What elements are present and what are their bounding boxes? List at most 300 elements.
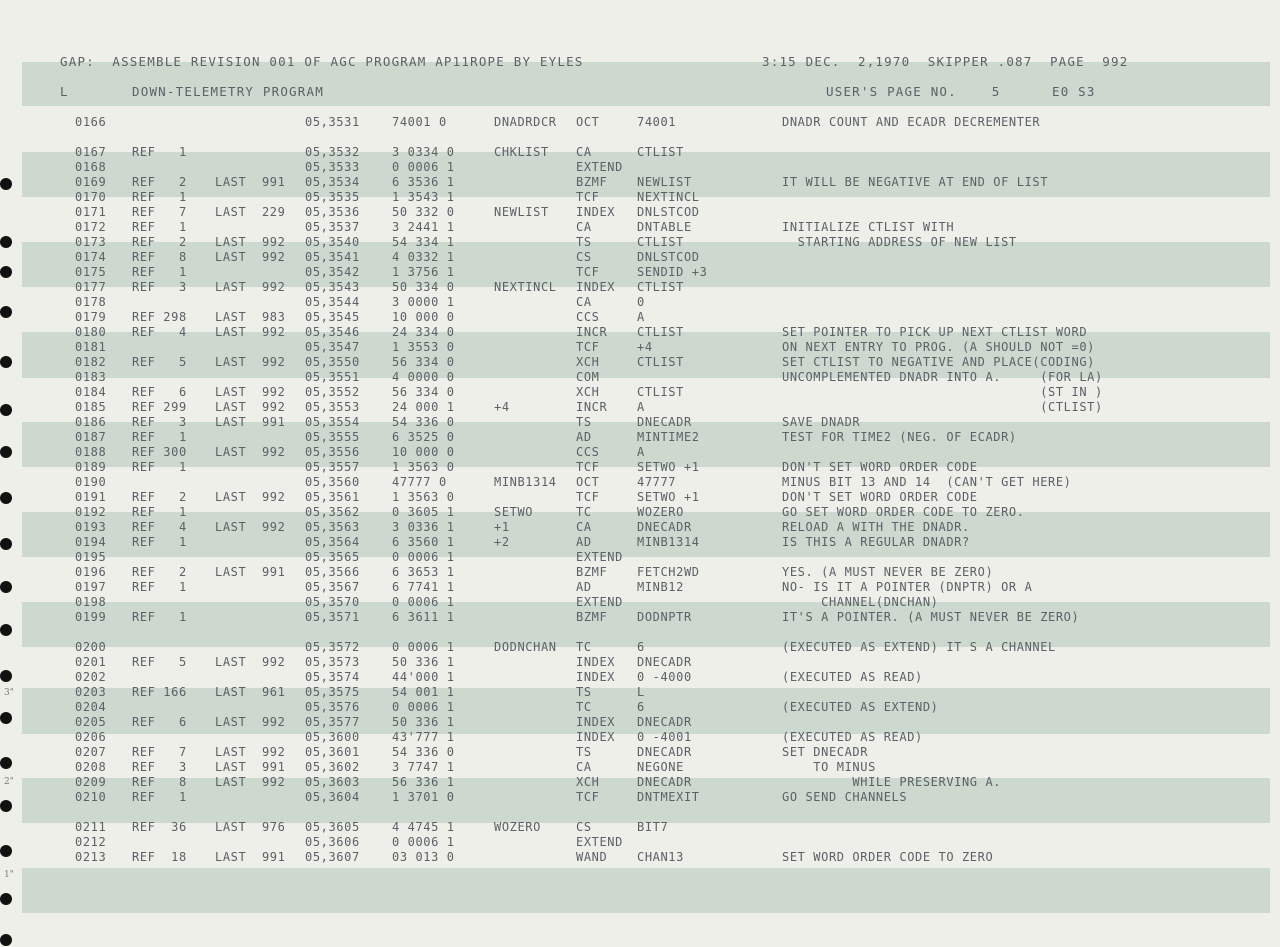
opcode: INCR: [576, 325, 608, 339]
opcode: CA: [576, 220, 592, 234]
feed-hole: [0, 236, 12, 248]
comment: SET CTLIST TO NEGATIVE AND PLACE(CODING): [782, 355, 1095, 369]
feed-hole: [0, 670, 12, 682]
opcode: XCH: [576, 775, 600, 789]
ref-count: REF 3: [132, 415, 187, 429]
octal-code: 03 013 0: [392, 850, 455, 864]
last-ref: LAST 229: [215, 205, 286, 219]
octal-code: 0 0006 1: [392, 640, 455, 654]
line-number: 0204: [75, 700, 107, 714]
opcode: EXTEND: [576, 595, 623, 609]
opcode: EXTEND: [576, 835, 623, 849]
symbol-label: DODNCHAN: [494, 640, 557, 654]
line-number: 0170: [75, 190, 107, 204]
opcode: TCF: [576, 490, 600, 504]
assembly-header: GAP: ASSEMBLE REVISION 001 OF AGC PROGRAM AP11ROPE BY EYLES: [60, 54, 584, 69]
line-number: 0179: [75, 310, 107, 324]
octal-code: 24 334 0: [392, 325, 455, 339]
line-number: 0166: [75, 115, 107, 129]
last-ref: LAST 992: [215, 745, 286, 759]
opcode: TC: [576, 640, 592, 654]
octal-code: 50 336 1: [392, 715, 455, 729]
line-number: 0202: [75, 670, 107, 684]
address: 05,3571: [305, 610, 360, 624]
opcode: TCF: [576, 460, 600, 474]
green-bar: [22, 868, 1270, 913]
symbol-label: +2: [494, 535, 510, 549]
address: 05,3605: [305, 820, 360, 834]
ref-count: REF 1: [132, 535, 187, 549]
line-number: 0169: [75, 175, 107, 189]
opcode: TCF: [576, 190, 600, 204]
opcode: OCT: [576, 475, 600, 489]
last-ref: LAST 983: [215, 310, 286, 324]
address: 05,3554: [305, 415, 360, 429]
octal-code: 1 3553 0: [392, 340, 455, 354]
address: 05,3553: [305, 400, 360, 414]
address: 05,3565: [305, 550, 360, 564]
line-number: 0168: [75, 160, 107, 174]
ref-count: REF 1: [132, 610, 187, 624]
comment: (EXECUTED AS READ): [782, 670, 923, 684]
comment: UNCOMPLEMENTED DNADR INTO A. (FOR LA): [782, 370, 1103, 384]
feed-hole: [0, 757, 12, 769]
line-number: 0189: [75, 460, 107, 474]
last-ref: LAST 992: [215, 325, 286, 339]
operand: DNECADR: [637, 415, 692, 429]
feed-hole: [0, 266, 12, 278]
line-number: 0190: [75, 475, 107, 489]
line-number: 0211: [75, 820, 107, 834]
opcode: CCS: [576, 445, 600, 459]
line-number: 0208: [75, 760, 107, 774]
address: 05,3561: [305, 490, 360, 504]
comment: SAVE DNADR: [782, 415, 861, 429]
ref-count: REF 8: [132, 775, 187, 789]
line-number: 0172: [75, 220, 107, 234]
comment: DNADR COUNT AND ECADR DECREMENTER: [782, 115, 1041, 129]
last-ref: LAST 992: [215, 235, 286, 249]
feed-hole: [0, 178, 12, 190]
last-ref: LAST 991: [215, 565, 286, 579]
line-number: 0201: [75, 655, 107, 669]
ref-count: REF 1: [132, 220, 187, 234]
comment: WHILE PRESERVING A.: [782, 775, 1002, 789]
octal-code: 50 334 0: [392, 280, 455, 294]
octal-code: 56 336 1: [392, 775, 455, 789]
octal-code: 50 336 1: [392, 655, 455, 669]
octal-code: 0 0006 1: [392, 700, 455, 714]
line-number: 0177: [75, 280, 107, 294]
octal-code: 3 0000 1: [392, 295, 455, 309]
ref-count: REF 5: [132, 355, 187, 369]
octal-code: 0 3605 1: [392, 505, 455, 519]
line-number: 0209: [75, 775, 107, 789]
operand: DNLSTCOD: [637, 250, 700, 264]
comment: GO SET WORD ORDER CODE TO ZERO.: [782, 505, 1025, 519]
opcode: CA: [576, 760, 592, 774]
comment: MINUS BIT 13 AND 14 (CAN'T GET HERE): [782, 475, 1072, 489]
octal-code: 74001 0: [392, 115, 447, 129]
operand: 0: [637, 295, 645, 309]
last-ref: LAST 992: [215, 655, 286, 669]
address: 05,3563: [305, 520, 360, 534]
line-number: 0192: [75, 505, 107, 519]
address: 05,3570: [305, 595, 360, 609]
address: 05,3547: [305, 340, 360, 354]
address: 05,3546: [305, 325, 360, 339]
opcode: CA: [576, 520, 592, 534]
operand: A: [637, 445, 645, 459]
opcode: AD: [576, 580, 592, 594]
comment: IT'S A POINTER. (A MUST NEVER BE ZERO): [782, 610, 1080, 624]
octal-code: 6 3525 0: [392, 430, 455, 444]
address: 05,3537: [305, 220, 360, 234]
address: 05,3562: [305, 505, 360, 519]
ref-count: REF 8: [132, 250, 187, 264]
last-ref: LAST 991: [215, 415, 286, 429]
comment: INITIALIZE CTLIST WITH: [782, 220, 955, 234]
feed-hole: [0, 934, 12, 946]
octal-code: 0 0006 1: [392, 550, 455, 564]
address: 05,3566: [305, 565, 360, 579]
operand: WOZERO: [637, 505, 684, 519]
operand: CTLIST: [637, 355, 684, 369]
opcode: BZMF: [576, 175, 608, 189]
opcode: AD: [576, 535, 592, 549]
ref-count: REF 7: [132, 745, 187, 759]
last-ref: LAST 992: [215, 400, 286, 414]
opcode: INDEX: [576, 730, 616, 744]
operand: DNECADR: [637, 520, 692, 534]
address: 05,3544: [305, 295, 360, 309]
feed-hole: [0, 712, 12, 724]
address: 05,3574: [305, 670, 360, 684]
operand: MINB12: [637, 580, 684, 594]
comment: RELOAD A WITH THE DNADR.: [782, 520, 970, 534]
address: 05,3600: [305, 730, 360, 744]
last-ref: LAST 992: [215, 385, 286, 399]
address: 05,3540: [305, 235, 360, 249]
operand: NEWLIST: [637, 175, 692, 189]
line-number: 0173: [75, 235, 107, 249]
comment: SET WORD ORDER CODE TO ZERO: [782, 850, 994, 864]
operand: CTLIST: [637, 235, 684, 249]
operand: L: [637, 685, 645, 699]
opcode: TC: [576, 700, 592, 714]
opcode: TCF: [576, 340, 600, 354]
comment: CHANNEL(DNCHAN): [782, 595, 939, 609]
comment: TEST FOR TIME2 (NEG. OF ECADR): [782, 430, 1017, 444]
octal-code: 54 334 1: [392, 235, 455, 249]
operand: DNLSTCOD: [637, 205, 700, 219]
address: 05,3551: [305, 370, 360, 384]
operand: DNECADR: [637, 655, 692, 669]
address: 05,3564: [305, 535, 360, 549]
operand: A: [637, 310, 645, 324]
address: 05,3602: [305, 760, 360, 774]
ref-count: REF 299: [132, 400, 187, 414]
octal-code: 6 3653 1: [392, 565, 455, 579]
feed-hole: [0, 624, 12, 636]
opcode: INDEX: [576, 670, 616, 684]
operand: DNTABLE: [637, 220, 692, 234]
operand: DNECADR: [637, 775, 692, 789]
octal-code: 1 3701 0: [392, 790, 455, 804]
opcode: INDEX: [576, 205, 616, 219]
operand: CTLIST: [637, 325, 684, 339]
line-number: 0186: [75, 415, 107, 429]
operand: MINB1314: [637, 535, 700, 549]
feed-hole: [0, 404, 12, 416]
octal-code: 4 0000 0: [392, 370, 455, 384]
address: 05,3535: [305, 190, 360, 204]
operand: 74001: [637, 115, 677, 129]
last-ref: LAST 991: [215, 175, 286, 189]
operand: CTLIST: [637, 385, 684, 399]
line-number: 0171: [75, 205, 107, 219]
ref-count: REF 1: [132, 505, 187, 519]
line-number: 0167: [75, 145, 107, 159]
ref-count: REF 300: [132, 445, 187, 459]
opcode: WAND: [576, 850, 608, 864]
address: 05,3604: [305, 790, 360, 804]
feed-hole: [0, 356, 12, 368]
opcode: XCH: [576, 385, 600, 399]
opcode: CA: [576, 295, 592, 309]
comment: (EXECUTED AS EXTEND): [782, 700, 939, 714]
last-ref: LAST 992: [215, 520, 286, 534]
feed-hole: [0, 538, 12, 550]
feed-hole: [0, 306, 12, 318]
operand: A: [637, 400, 645, 414]
operand: DNECADR: [637, 745, 692, 759]
line-number: 0180: [75, 325, 107, 339]
opcode: TCF: [576, 790, 600, 804]
symbol-label: CHKLIST: [494, 145, 549, 159]
octal-code: 3 2441 1: [392, 220, 455, 234]
ref-count: REF 3: [132, 280, 187, 294]
octal-code: 6 3611 1: [392, 610, 455, 624]
operand: 47777: [637, 475, 677, 489]
ref-count: REF 5: [132, 655, 187, 669]
comment: SET DNECADR: [782, 745, 869, 759]
octal-code: 3 0334 0: [392, 145, 455, 159]
operand: SETWO +1: [637, 460, 700, 474]
symbol-label: +4: [494, 400, 510, 414]
symbol-label: MINB1314: [494, 475, 557, 489]
comment: STARTING ADDRESS OF NEW LIST: [782, 235, 1017, 249]
subheader-marker: L: [60, 84, 69, 99]
comment: TO MINUS: [782, 760, 876, 774]
octal-code: 47777 0: [392, 475, 447, 489]
comment: (CTLIST): [782, 400, 1103, 414]
address: 05,3534: [305, 175, 360, 189]
opcode: TCF: [576, 265, 600, 279]
line-number: 0197: [75, 580, 107, 594]
opcode: CA: [576, 145, 592, 159]
address: 05,3543: [305, 280, 360, 294]
ref-count: REF 2: [132, 490, 187, 504]
address: 05,3560: [305, 475, 360, 489]
line-number: 0187: [75, 430, 107, 444]
operand: 6: [637, 700, 645, 714]
octal-code: 44'000 1: [392, 670, 455, 684]
line-number: 0181: [75, 340, 107, 354]
feed-hole: [0, 581, 12, 593]
section-code: E0 S3: [1052, 84, 1096, 99]
symbol-label: +1: [494, 520, 510, 534]
line-number: 0188: [75, 445, 107, 459]
ref-count: REF 1: [132, 460, 187, 474]
opcode: COM: [576, 370, 600, 384]
address: 05,3606: [305, 835, 360, 849]
octal-code: 3 0336 1: [392, 520, 455, 534]
last-ref: LAST 961: [215, 685, 286, 699]
address: 05,3601: [305, 745, 360, 759]
opcode: BZMF: [576, 565, 608, 579]
operand: 0 -4001: [637, 730, 692, 744]
octal-code: 10 000 0: [392, 445, 455, 459]
opcode: TS: [576, 745, 592, 759]
symbol-label: NEWLIST: [494, 205, 549, 219]
address: 05,3576: [305, 700, 360, 714]
octal-code: 54 001 1: [392, 685, 455, 699]
octal-code: 3 7747 1: [392, 760, 455, 774]
ref-count: REF 2: [132, 565, 187, 579]
octal-code: 24 000 1: [392, 400, 455, 414]
opcode: OCT: [576, 115, 600, 129]
ref-count: REF 1: [132, 265, 187, 279]
ref-count: REF 166: [132, 685, 187, 699]
ref-count: REF 4: [132, 325, 187, 339]
octal-code: 1 3543 1: [392, 190, 455, 204]
opcode: INDEX: [576, 655, 616, 669]
line-number: 0182: [75, 355, 107, 369]
feed-hole: [0, 492, 12, 504]
address: 05,3575: [305, 685, 360, 699]
comment: (ST IN ): [782, 385, 1103, 399]
symbol-label: NEXTINCL: [494, 280, 557, 294]
ref-count: REF 1: [132, 190, 187, 204]
line-number: 0193: [75, 520, 107, 534]
feed-hole: [0, 845, 12, 857]
octal-code: 6 3560 1: [392, 535, 455, 549]
comment: YES. (A MUST NEVER BE ZERO): [782, 565, 994, 579]
ref-count: REF 1: [132, 145, 187, 159]
address: 05,3557: [305, 460, 360, 474]
symbol-label: DNADRDCR: [494, 115, 557, 129]
octal-code: 56 334 0: [392, 385, 455, 399]
address: 05,3603: [305, 775, 360, 789]
line-number: 0174: [75, 250, 107, 264]
line-number: 0183: [75, 370, 107, 384]
line-number: 0191: [75, 490, 107, 504]
feed-hole: [0, 893, 12, 905]
line-number: 0199: [75, 610, 107, 624]
users-page-number: USER'S PAGE NO. 5: [826, 84, 1001, 99]
opcode: CS: [576, 250, 592, 264]
line-number: 0212: [75, 835, 107, 849]
operand: DNTMEXIT: [637, 790, 700, 804]
last-ref: LAST 992: [215, 715, 286, 729]
address: 05,3536: [305, 205, 360, 219]
line-number: 0213: [75, 850, 107, 864]
margin-mark-1in: 1": [4, 870, 14, 880]
address: 05,3545: [305, 310, 360, 324]
ref-count: REF 18: [132, 850, 187, 864]
comment: GO SEND CHANNELS: [782, 790, 908, 804]
operand: 0 -4000: [637, 670, 692, 684]
last-ref: LAST 992: [215, 280, 286, 294]
comment: SET POINTER TO PICK UP NEXT CTLIST WORD: [782, 325, 1088, 339]
octal-code: 56 334 0: [392, 355, 455, 369]
ref-count: REF 1: [132, 580, 187, 594]
address: 05,3567: [305, 580, 360, 594]
ref-count: REF 3: [132, 760, 187, 774]
last-ref: LAST 992: [215, 490, 286, 504]
operand: SENDID +3: [637, 265, 708, 279]
address: 05,3542: [305, 265, 360, 279]
line-number: 0210: [75, 790, 107, 804]
line-number: 0203: [75, 685, 107, 699]
date-page-header: 3:15 DEC. 2,1970 SKIPPER .087 PAGE 992: [762, 54, 1129, 69]
opcode: BZMF: [576, 610, 608, 624]
octal-code: 10 000 0: [392, 310, 455, 324]
ref-count: REF 6: [132, 385, 187, 399]
feed-hole: [0, 800, 12, 812]
opcode: EXTEND: [576, 550, 623, 564]
last-ref: LAST 992: [215, 250, 286, 264]
line-number: 0178: [75, 295, 107, 309]
comment: IS THIS A REGULAR DNADR?: [782, 535, 970, 549]
comment: NO- IS IT A POINTER (DNPTR) OR A: [782, 580, 1033, 594]
last-ref: LAST 992: [215, 445, 286, 459]
operand: DNECADR: [637, 715, 692, 729]
ref-count: REF 7: [132, 205, 187, 219]
opcode: TS: [576, 235, 592, 249]
ref-count: REF 6: [132, 715, 187, 729]
opcode: TC: [576, 505, 592, 519]
operand: 6: [637, 640, 645, 654]
last-ref: LAST 991: [215, 760, 286, 774]
address: 05,3531: [305, 115, 360, 129]
comment: DON'T SET WORD ORDER CODE: [782, 490, 978, 504]
comment: (EXECUTED AS EXTEND) IT S A CHANNEL: [782, 640, 1056, 654]
line-number: 0175: [75, 265, 107, 279]
opcode: INDEX: [576, 715, 616, 729]
operand: BIT7: [637, 820, 669, 834]
address: 05,3552: [305, 385, 360, 399]
operand: FETCH2WD: [637, 565, 700, 579]
line-number: 0195: [75, 550, 107, 564]
line-number: 0200: [75, 640, 107, 654]
comment: ON NEXT ENTRY TO PROG. (A SHOULD NOT =0): [782, 340, 1095, 354]
last-ref: LAST 991: [215, 850, 286, 864]
octal-code: 1 3563 0: [392, 490, 455, 504]
address: 05,3533: [305, 160, 360, 174]
octal-code: 6 7741 1: [392, 580, 455, 594]
octal-code: 50 332 0: [392, 205, 455, 219]
comment: IT WILL BE NEGATIVE AT END OF LIST: [782, 175, 1049, 189]
address: 05,3573: [305, 655, 360, 669]
octal-code: 4 4745 1: [392, 820, 455, 834]
line-number: 0206: [75, 730, 107, 744]
octal-code: 1 3756 1: [392, 265, 455, 279]
opcode: AD: [576, 430, 592, 444]
opcode: INDEX: [576, 280, 616, 294]
operand: DODNPTR: [637, 610, 692, 624]
